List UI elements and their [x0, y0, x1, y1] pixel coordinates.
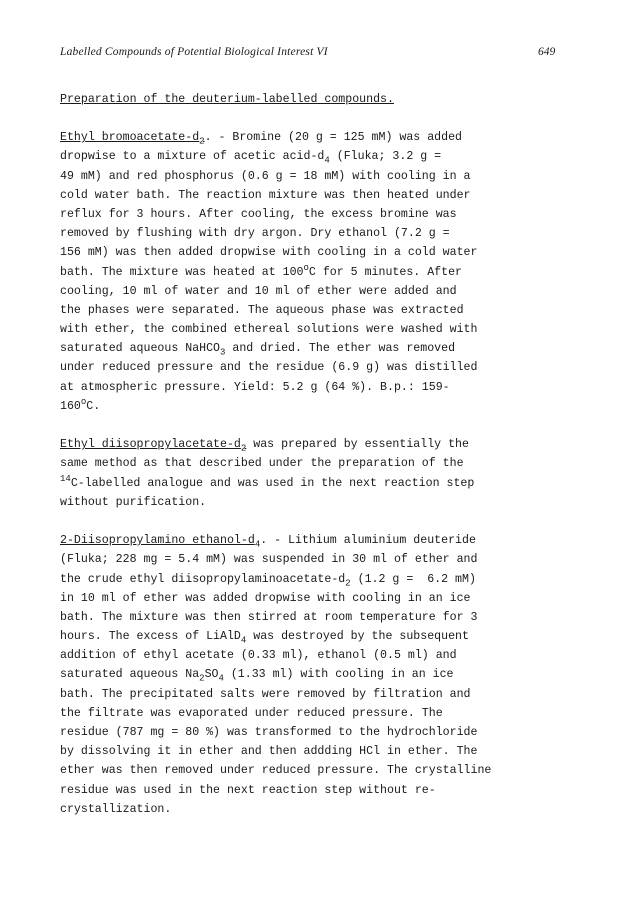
text-line: bath. The precipitated salts were removed by filtration and: [60, 687, 471, 701]
text-line: at atmospheric pressure. Yield: 5.2 g (64 %). B.p.: 159-: [60, 380, 450, 394]
text-line: addition of ethyl acetate (0.33 ml), ethanol (0.5 ml) and: [60, 649, 457, 663]
text-line: 156 mM) was then added dropwise with cooling in a cold water: [60, 246, 478, 260]
text-line: reflux for 3 hours. After cooling, the excess bromine was: [60, 207, 457, 221]
text-line: removed by flushing with dry argon. Dry ethanol (7.2 g =: [60, 227, 450, 241]
paragraph-ethyl-bromoacetate: Ethyl bromoacetate-$d_2$. - Bromine (20 g = 125 mM) was added dropwise to a mixture of acetic acid-$d_4$ (Fluka; 3.2 g = 49 mM) and red phosphorus (0.6 g = 18 mM) with cooling in a cold water bath. The reaction mixture was then heated under reflux for 3 hours. After cooling, the excess bromine was removed by flushing with dry argon. Dry ethanol (7.2 g = 156 mM) was then added dropwise with cooling in a cold water bath. The mixture was heated at 100$^o$C for 5 minutes. After cooling, 10 ml of water and 10 ml of ether were added and the phases were separated. The aqueous phase was extracted with ether, the combined ethereal solutions were washed with saturated aqueous NaHCO$_3$ and dried. The ether was removed under reduced pressure and the residue (6.9 g) was distilled at atmospheric pressure. Yield: 5.2 g (64 %). B.p.: 159- 160$^o$C.: [60, 128, 560, 416]
text-line: bath. The mixture was then stirred at room temperature for 3: [60, 610, 478, 624]
text-line: with ether, the combined ethereal solutions were washed with: [60, 323, 478, 337]
text-line: the phases were separated. The aqueous phase was extracted: [60, 303, 464, 317]
paragraph-heading: Ethyl bromoacetate-d: [60, 131, 200, 145]
page-number: 649: [538, 46, 556, 58]
text-line: without purification.: [60, 495, 207, 509]
text-line: crystallization.: [60, 802, 172, 816]
text-line: under reduced pressure and the residue (6.9 g) was distilled: [60, 361, 478, 375]
text-line: cooling, 10 ml of water and 10 ml of ether were added and: [60, 284, 457, 298]
text-line: residue was used in the next reaction step without re-: [60, 783, 436, 797]
document-body: [60, 90, 560, 838]
text-line: cold water bath. The reaction mixture was then heated under: [60, 188, 471, 202]
text-line: same method as that described under the preparation of the: [60, 457, 464, 471]
text-line: in 10 ml of ether was added dropwise with cooling in an ice: [60, 591, 471, 605]
text-line: ether was then removed under reduced pressure. The crystalline: [60, 764, 492, 778]
text-line: (Fluka; 228 mg = 5.4 mM) was suspended in 30 ml of ether and: [60, 553, 478, 567]
text-line: the filtrate was evaporated under reduced pressure. The: [60, 706, 443, 720]
text-line: 49 mM) and red phosphorus (0.6 g = 18 mM) with cooling in a: [60, 169, 471, 183]
paragraph-heading: Ethyl diisopropylacetate-d: [60, 438, 241, 452]
paragraph-ethyl-diisopropylacetate: Ethyl diisopropylacetate-$d_2$ was prepared by essentially the same method as that described under the preparation of the $^{14}$C-labelled analogue and was used in the next reaction step without purification.: [60, 435, 560, 512]
paragraph-heading: 2-Diisopropylamino ethanol-d: [60, 534, 255, 548]
running-header-title: Labelled Compounds of Potential Biological Interest VI: [60, 46, 328, 58]
section-heading: Preparation of the deuterium-labelled compounds.: [60, 93, 394, 106]
paragraph-diisopropylamino-ethanol: 2-Diisopropylamino ethanol-$d_4$. - Lithium aluminium deuteride (Fluka; 228 mg = 5.4 mM) was suspended in 30 ml of ether and the crude ethyl diisopropylaminoacetate-$d_2$ (1.2 g = 6.2 mM) in 10 ml of ether was added dropwise with cooling in an ice bath. The mixture was then stirred at room temperature for 3 hours. The excess of LiAlD$_4$ was destroyed by the subsequent addition of ethyl acetate (0.33 ml), ethanol (0.5 ml) and saturated aqueous $Na_2SO_4$ (1.33 ml) with cooling in an ice bath. The precipitated salts were removed by filtration and the filtrate was evaporated under reduced pressure. The residue (787 mg = 80 %) was transformed to the hydrochloride by dissolving it in ether and then addding HCl in ether. The ether was then removed under reduced pressure. The crystalline residue was used in the next reaction step without re- crystallization.: [60, 531, 560, 819]
text-line: residue (787 mg = 80 %) was transformed to the hydrochloride: [60, 726, 478, 739]
text-line: by dissolving it in ether and then addding HCl in ether. The: [60, 745, 478, 759]
